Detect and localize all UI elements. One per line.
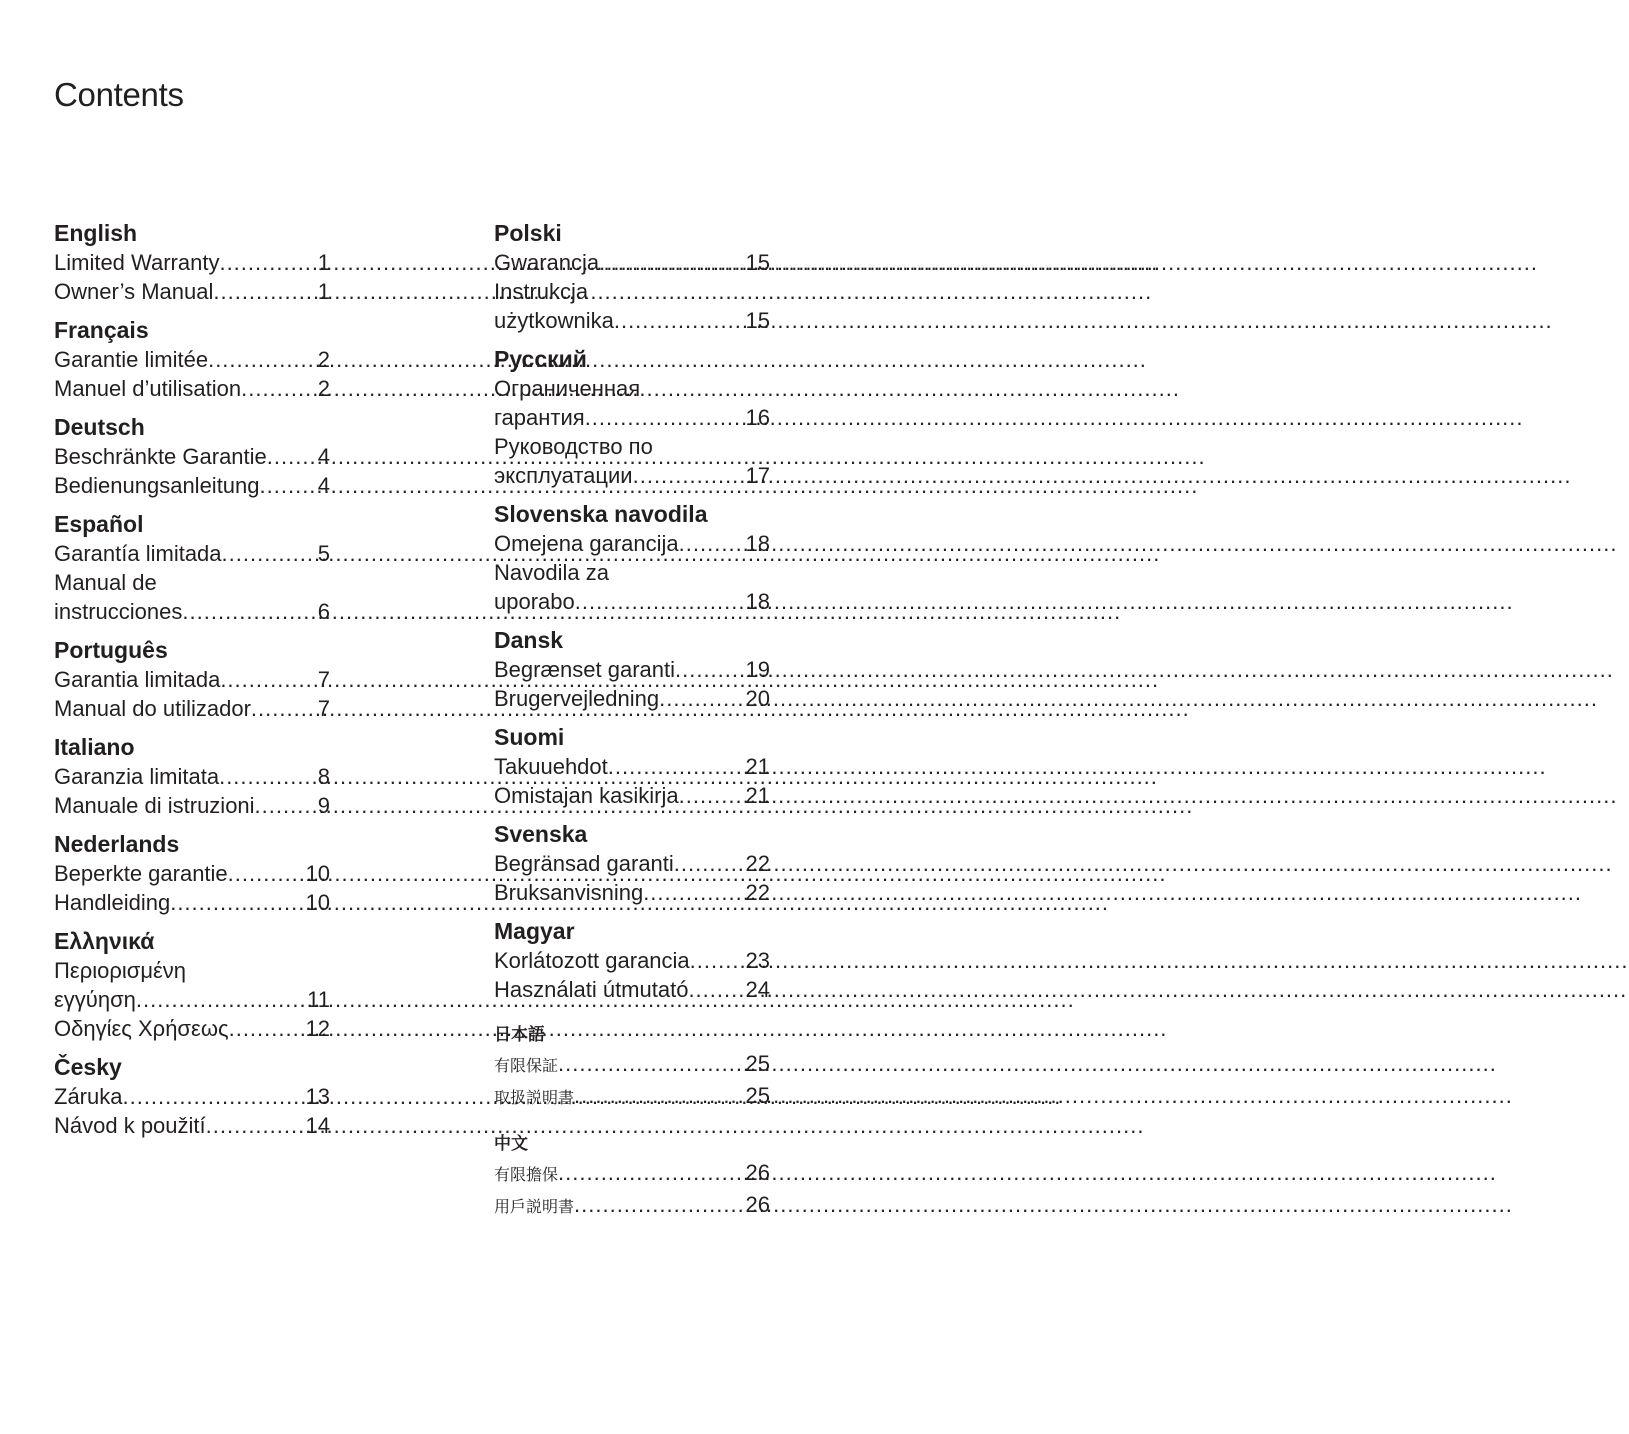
toc-entry[interactable]: [494, 975, 770, 1004]
toc-page-number: 15: [745, 308, 770, 333]
toc-entry-title: Használati útmutató: [494, 977, 689, 1002]
toc-entry-title: Záruka: [54, 1084, 123, 1109]
toc-page-number: 2: [317, 376, 330, 401]
dot-leader: [675, 655, 746, 684]
toc-section-slovenska-navodila: [494, 500, 770, 616]
dot-leader: [255, 791, 318, 820]
dot-leader: [690, 946, 746, 975]
toc-page-number: 25: [745, 1083, 770, 1108]
toc-entry-title: Begränsad garanti: [494, 851, 674, 876]
toc-entry[interactable]: [54, 471, 330, 500]
toc-language-heading: Italiano: [54, 734, 135, 760]
toc-entry-title: 取扱説明書: [494, 1090, 575, 1107]
toc-entry[interactable]: [54, 791, 330, 820]
dot-leader: [170, 888, 305, 917]
toc-entry-title: эксплуатации: [494, 463, 633, 488]
toc-entry[interactable]: [494, 946, 770, 975]
toc-entry[interactable]: [494, 403, 770, 432]
toc-entry[interactable]: [494, 529, 770, 558]
dot-leader: [213, 277, 317, 306]
toc-entry[interactable]: [494, 1081, 770, 1113]
toc-entry[interactable]: [54, 374, 330, 403]
toc-language-heading: Español: [54, 511, 144, 537]
toc-entry-title: Beschränkte Garantie: [54, 444, 267, 469]
toc-section-magyar: [494, 917, 770, 1004]
toc-entry[interactable]: [494, 878, 770, 907]
toc-entry[interactable]: [494, 461, 770, 490]
toc-entry-text-line: Περιορισμένη: [54, 958, 187, 983]
toc-page-number: 2: [317, 347, 330, 372]
toc-language-heading: Русский: [494, 346, 587, 372]
toc-entry[interactable]: [54, 277, 330, 306]
toc-entry[interactable]: [54, 888, 330, 917]
toc-page-number: 15: [745, 250, 770, 275]
dot-leader: [219, 762, 318, 791]
dot-leader: [679, 529, 746, 558]
toc-page-number: 7: [317, 667, 330, 692]
toc-page-number: 9: [317, 793, 330, 818]
dot-leader: [222, 539, 318, 568]
toc-entry-text-line: Instrukcja: [494, 279, 589, 304]
toc-entry-title: 用戶説明書: [494, 1199, 575, 1216]
toc-entry-title: Omejena garancija: [494, 531, 679, 556]
toc-entry[interactable]: [494, 655, 770, 684]
toc-entry-title: Bedienungsanleitung: [54, 473, 260, 498]
toc-entry-title: Manual do utilizador: [54, 696, 251, 721]
toc-page-number: 12: [305, 1016, 330, 1041]
toc-language-heading: Suomi: [494, 724, 565, 750]
dot-leader: [574, 1190, 746, 1219]
dot-leader: [608, 752, 746, 781]
toc-page-number: 1: [317, 279, 330, 304]
toc-entry-title: Gwarancja: [494, 250, 600, 275]
toc-entry[interactable]: [54, 442, 330, 471]
toc-language-heading: Deutsch: [54, 414, 145, 440]
toc-language-heading: English: [54, 220, 138, 246]
page-title: Contents: [54, 76, 184, 113]
toc-page-number: 10: [305, 890, 330, 915]
toc-entry[interactable]: [54, 539, 330, 568]
dot-leader: [260, 471, 318, 500]
toc-page-number: 25: [745, 1051, 770, 1076]
dot-leader: [206, 1111, 306, 1140]
toc-entry-title: Manuel d’utilisation: [54, 376, 242, 401]
toc-section-c-esky: [54, 1053, 330, 1140]
toc-entry-title: uporabo: [494, 589, 575, 614]
toc-section-svenska: [494, 820, 770, 907]
toc-page-number: 22: [745, 880, 770, 905]
toc-page-number: 4: [317, 473, 330, 498]
toc-page-number: 1: [317, 250, 330, 275]
toc-column-left: [54, 219, 330, 1150]
toc-entry-title: Takuuehdot: [494, 754, 608, 779]
dot-leader: [633, 461, 746, 490]
toc-entry-title: Korlátozott garancia: [494, 948, 690, 973]
dot-leader: [614, 306, 746, 335]
dot-leader: [575, 587, 746, 616]
toc-page-number: 26: [745, 1160, 770, 1185]
toc-entry[interactable]: [54, 985, 330, 1014]
dot-leader: [208, 345, 318, 374]
toc-section-deutsch: [54, 413, 330, 500]
toc-entry[interactable]: [494, 1190, 770, 1222]
toc-entry-title: Owner’s Manual: [54, 279, 214, 304]
toc-language-heading: Polski: [494, 220, 562, 246]
dot-leader: [659, 684, 745, 713]
dot-leader: [643, 878, 745, 907]
dot-leader: [267, 442, 318, 471]
toc-entry-title: 有限擔保: [494, 1167, 559, 1184]
dot-leader: [122, 1082, 305, 1111]
toc-language-heading: Français: [54, 317, 149, 343]
toc-entry[interactable]: [494, 306, 770, 335]
toc-language-heading: Svenska: [494, 821, 588, 847]
toc-entry[interactable]: [494, 684, 770, 713]
toc-language-heading: Slovenska navodila: [494, 501, 708, 527]
toc-entry-title: Handleiding: [54, 890, 171, 915]
toc-entry[interactable]: [494, 1158, 770, 1190]
dot-leader: [228, 859, 306, 888]
dot-leader: [219, 248, 317, 277]
toc-page-number: 6: [317, 599, 330, 624]
dot-leader: [688, 975, 745, 1004]
toc-entry-title: εγγύηση: [54, 987, 136, 1012]
toc-entry-title: Limited Warranty: [54, 250, 220, 275]
toc-entry-title: гарантия: [494, 405, 585, 430]
toc-page-number: 16: [745, 405, 770, 430]
toc-language-heading: Dansk: [494, 627, 564, 653]
toc-entry[interactable]: [494, 587, 770, 616]
toc-section-suomi: [494, 723, 770, 810]
toc-page-number: 5: [317, 541, 330, 566]
toc-page-number: 19: [745, 657, 770, 682]
dot-leader: [679, 781, 746, 810]
toc-page-number: 17: [745, 463, 770, 488]
toc-section-item: [494, 1014, 770, 1113]
toc-entry-title: Bruksanvisning: [494, 880, 644, 905]
toc-entry-title: Garantia limitada: [54, 667, 221, 692]
toc-page-number: 4: [317, 444, 330, 469]
toc-entry-title: Návod k použití: [54, 1113, 206, 1138]
toc-page-number: 14: [305, 1113, 330, 1138]
toc-language-heading: Ελληνικά: [54, 928, 155, 954]
toc-entry-title: Brugervejledning: [494, 686, 660, 711]
toc-entry[interactable]: [54, 859, 330, 888]
toc-entry[interactable]: [54, 248, 330, 277]
toc-language-heading: Nederlands: [54, 831, 180, 857]
dot-leader: [220, 665, 317, 694]
toc-entry[interactable]: [54, 345, 330, 374]
dot-leader: [674, 849, 746, 878]
dot-leader: [182, 597, 317, 626]
toc-entry-title: Οδηγίες Χρήσεως: [54, 1016, 229, 1041]
toc-language-heading: 日本語: [494, 1025, 545, 1044]
toc-entry-title: Begrænset garanti: [494, 657, 675, 682]
toc-entry-title: 有限保証: [494, 1058, 559, 1075]
toc-column-right: [494, 219, 770, 1232]
toc-page-number: 21: [745, 754, 770, 779]
toc-page-number: 20: [745, 686, 770, 711]
toc-entry-text-line: Manual de: [54, 570, 157, 595]
dot-leader: [558, 1049, 746, 1078]
toc-page-number: 23: [745, 948, 770, 973]
toc-language-heading: Česky: [54, 1054, 122, 1080]
toc-entry[interactable]: [54, 665, 330, 694]
toc-entry-title: Garantía limitada: [54, 541, 222, 566]
toc-page-number: 21: [745, 783, 770, 808]
toc-entry-title: Manuale di istruzioni: [54, 793, 255, 818]
toc-section-item: [54, 927, 330, 1043]
toc-page-number: 13: [305, 1084, 330, 1109]
toc-entry[interactable]: [54, 597, 330, 626]
toc-section-espan-ol: [54, 510, 330, 626]
toc-page-number: 22: [745, 851, 770, 876]
toc-entry[interactable]: [494, 849, 770, 878]
toc-entry[interactable]: [54, 1082, 330, 1111]
toc-entry[interactable]: [494, 248, 770, 277]
toc-language-heading: Magyar: [494, 918, 575, 944]
toc-page-number: 7: [317, 696, 330, 721]
toc-section-item: [494, 345, 770, 490]
toc-page-number: 18: [745, 531, 770, 556]
toc-entry-text-line: Ограниченная: [494, 376, 641, 401]
toc-section-italiano: [54, 733, 330, 820]
toc-page-number: 11: [307, 987, 330, 1012]
toc-section-franc-ais: [54, 316, 330, 403]
toc-entry-title: Beperkte garantie: [54, 861, 228, 886]
toc-page-number: 24: [745, 977, 770, 1002]
toc-section-english: [54, 219, 330, 306]
toc-entry-title: instrucciones: [54, 599, 183, 624]
toc-entry-title: użytkownika: [494, 308, 614, 333]
dot-leader: [558, 1158, 746, 1187]
dot-leader: [229, 1014, 306, 1043]
toc-entry[interactable]: [54, 694, 330, 723]
toc-page-number: 10: [305, 861, 330, 886]
dot-leader: [136, 985, 307, 1014]
toc-entry-title: Garantie limitée: [54, 347, 209, 372]
toc-page-number: 8: [317, 764, 330, 789]
toc-entry[interactable]: [54, 1014, 330, 1043]
toc-entry-title: Garanzia limitata: [54, 764, 220, 789]
toc-section-polski: [494, 219, 770, 335]
toc-section-nederlands: [54, 830, 330, 917]
toc-entry[interactable]: [494, 781, 770, 810]
dot-leader: [599, 248, 745, 277]
toc-entry[interactable]: [54, 1111, 330, 1140]
toc-entry-text-line: Руководство по: [494, 434, 653, 459]
toc-language-heading: 中文: [494, 1134, 528, 1153]
toc-entry-text-line: Navodila za: [494, 560, 609, 585]
toc-entry[interactable]: [494, 1049, 770, 1081]
dot-leader: [574, 1081, 746, 1110]
dot-leader: [241, 374, 318, 403]
dot-leader: [251, 694, 318, 723]
toc-language-heading: Português: [54, 637, 168, 663]
toc-page-number: 18: [745, 589, 770, 614]
toc-entry[interactable]: [494, 752, 770, 781]
dot-leader: [585, 403, 746, 432]
toc-entry[interactable]: [54, 762, 330, 791]
toc-section-item: [494, 1123, 770, 1222]
toc-page-number: 26: [745, 1192, 770, 1217]
toc-section-dansk: [494, 626, 770, 713]
toc-entry-title: Omistajan kasikirja: [494, 783, 679, 808]
toc-section-portugue-s: [54, 636, 330, 723]
